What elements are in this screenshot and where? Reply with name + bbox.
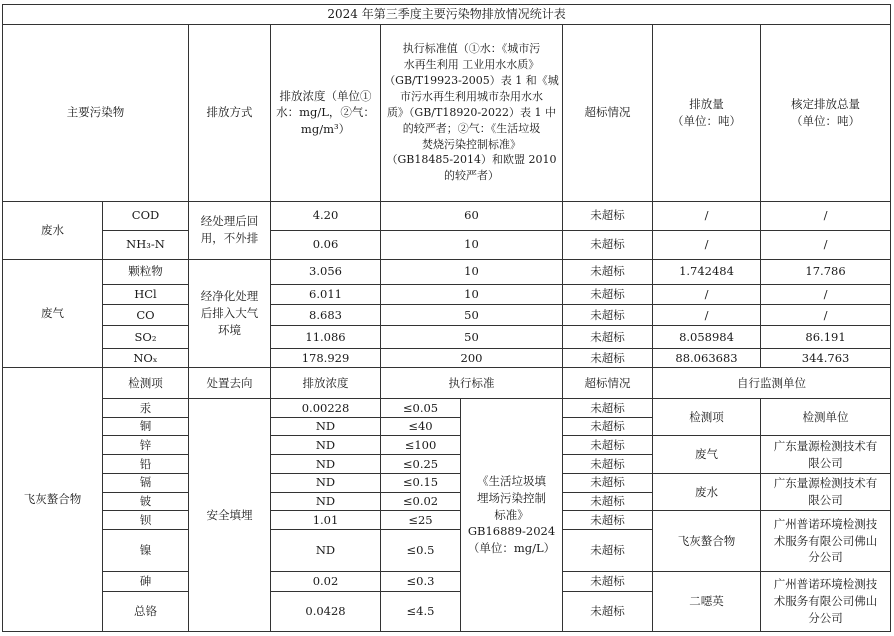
emission-value: 1.742484 [653,259,761,284]
emission-value: / [653,201,761,230]
flyash-header-disposal: 处置去向 [189,367,271,398]
flyash-standard-note: 《生活垃圾填 埋场污染控制 标准》 GB16889-2024 （单位：mg/L） [461,399,563,632]
flyash-disposal: 安全填埋 [189,399,271,632]
flyash-limit: ≤100 [381,436,461,455]
header-emission: 排放量 （单位：吨） [653,24,761,201]
pollutant-name: HCl [103,284,189,305]
flyash-exceed: 未超标 [563,399,653,418]
flyash-item: 镍 [103,529,189,571]
flyash-item: 汞 [103,399,189,418]
flyash-conc: 0.00228 [271,399,381,418]
table-row [3,305,891,326]
flyash-limit: ≤0.3 [381,571,461,592]
flyash-exceed: 未超标 [563,529,653,571]
pollutant-name: NOₓ [103,349,189,368]
monitor-unit: 广东量源检测技术有 限公司 [761,473,891,510]
monitor-col-item: 检测项 [653,399,761,436]
pollutant-name: SO₂ [103,326,189,349]
flyash-item: 铜 [103,417,189,436]
flyash-item: 钡 [103,511,189,530]
flyash-conc: ND [271,529,381,571]
flyash-conc: ND [271,473,381,492]
flyash-conc: ND [271,417,381,436]
flyash-item: 砷 [103,571,189,592]
approved-value: 344.763 [761,349,891,368]
concentration-value: 0.06 [271,230,381,259]
pollutant-name: NH₃-N [103,230,189,259]
approved-value: / [761,230,891,259]
exhaust-category: 废气 [3,259,103,367]
flyash-item: 铍 [103,492,189,511]
monitor-item: 废水 [653,473,761,510]
flyash-limit: ≤0.25 [381,455,461,474]
table-row [3,511,891,530]
flyash-limit: ≤0.5 [381,529,461,571]
flyash-header-conc: 排放浓度 [271,367,381,398]
exceed-status: 未超标 [563,259,653,284]
table-row [3,349,891,368]
table-row [3,399,891,418]
standard-value: 50 [381,326,563,349]
standard-value: 50 [381,305,563,326]
standard-value: 10 [381,230,563,259]
flyash-limit: ≤4.5 [381,592,461,632]
page-title: 2024 年第三季度主要污染物排放情况统计表 [3,5,891,25]
concentration-value: 11.086 [271,326,381,349]
concentration-value: 8.683 [271,305,381,326]
flyash-header-row [3,367,891,398]
flyash-conc: ND [271,436,381,455]
table-row [3,436,891,455]
flyash-header-exceed: 超标情况 [563,367,653,398]
flyash-item: 总铬 [103,592,189,632]
flyash-item: 锌 [103,436,189,455]
standard-value: 10 [381,259,563,284]
pollutant-name: COD [103,201,189,230]
emission-value: 88.063683 [653,349,761,368]
table-row [3,284,891,305]
pollutant-name: CO [103,305,189,326]
approved-value: 17.786 [761,259,891,284]
header-concentration: 排放浓度（单位① 水：mg/L，②气： mg/m³） [271,24,381,201]
exhaust-method: 经净化处理 后排入大气 环境 [189,259,271,367]
flyash-header-monitor: 自行监测单位 [653,367,891,398]
flyash-exceed: 未超标 [563,592,653,632]
monitor-unit: 广州普诺环境检测技 术服务有限公司佛山 分公司 [761,571,891,631]
approved-value: / [761,284,891,305]
flyash-item: 镉 [103,473,189,492]
approved-value: / [761,201,891,230]
table-row [3,473,891,492]
flyash-exceed: 未超标 [563,455,653,474]
flyash-limit: ≤40 [381,417,461,436]
flyash-limit: ≤0.05 [381,399,461,418]
flyash-conc: 0.0428 [271,592,381,632]
standard-value: 200 [381,349,563,368]
monitor-item: 飞灰螯合物 [653,511,761,571]
header-row [3,24,891,201]
emission-value: / [653,305,761,326]
pollutant-statistics-table [2,4,891,632]
monitor-col-unit: 检测单位 [761,399,891,436]
concentration-value: 6.011 [271,284,381,305]
flyash-header-item: 检测项 [103,367,189,398]
monitor-unit: 广东量源检测技术有 限公司 [761,436,891,473]
pollutant-name: 颗粒物 [103,259,189,284]
exceed-status: 未超标 [563,201,653,230]
table-row [3,201,891,230]
flyash-category: 飞灰螯合物 [3,367,103,631]
monitor-item: 二噁英 [653,571,761,631]
table-row [3,230,891,259]
flyash-limit: ≤0.02 [381,492,461,511]
flyash-exceed: 未超标 [563,436,653,455]
header-exceed: 超标情况 [563,24,653,201]
wastewater-method: 经处理后回 用，不外排 [189,201,271,259]
emission-value: 8.058984 [653,326,761,349]
approved-value: / [761,305,891,326]
header-standard: 执行标准值（①水：《城市污 水再生利用 工业用水水质》 （GB/T19923-2005）表 1 和《城 市污水再生利用城市杂用水水 质》（GB/T18920-2022）表 1 中 的较严者；②气：《生活垃圾 焚烧污染控制标准》 （GB18485-2014）和欧盟 2010 的较严者） [381,24,563,201]
standard-value: 10 [381,284,563,305]
table-row [3,326,891,349]
wastewater-category: 废水 [3,201,103,259]
approved-value: 86.191 [761,326,891,349]
monitor-item: 废气 [653,436,761,473]
concentration-value: 4.20 [271,201,381,230]
flyash-conc: ND [271,492,381,511]
flyash-exceed: 未超标 [563,473,653,492]
table-row [3,259,891,284]
flyash-conc: 0.02 [271,571,381,592]
concentration-value: 178.929 [271,349,381,368]
table-row [3,571,891,592]
exceed-status: 未超标 [563,284,653,305]
flyash-exceed: 未超标 [563,492,653,511]
emission-value: / [653,284,761,305]
flyash-limit: ≤25 [381,511,461,530]
flyash-item: 铅 [103,455,189,474]
flyash-exceed: 未超标 [563,511,653,530]
header-approved: 核定排放总量 （单位：吨） [761,24,891,201]
concentration-value: 3.056 [271,259,381,284]
emission-value: / [653,230,761,259]
flyash-conc: ND [271,455,381,474]
flyash-exceed: 未超标 [563,571,653,592]
flyash-limit: ≤0.15 [381,473,461,492]
flyash-conc: 1.01 [271,511,381,530]
exceed-status: 未超标 [563,326,653,349]
flyash-exceed: 未超标 [563,417,653,436]
exceed-status: 未超标 [563,349,653,368]
exceed-status: 未超标 [563,305,653,326]
standard-value: 60 [381,201,563,230]
monitor-unit: 广州普诺环境检测技 术服务有限公司佛山 分公司 [761,511,891,571]
flyash-header-std: 执行标准 [381,367,563,398]
header-pollutant: 主要污染物 [3,24,189,201]
header-method: 排放方式 [189,24,271,201]
exceed-status: 未超标 [563,230,653,259]
